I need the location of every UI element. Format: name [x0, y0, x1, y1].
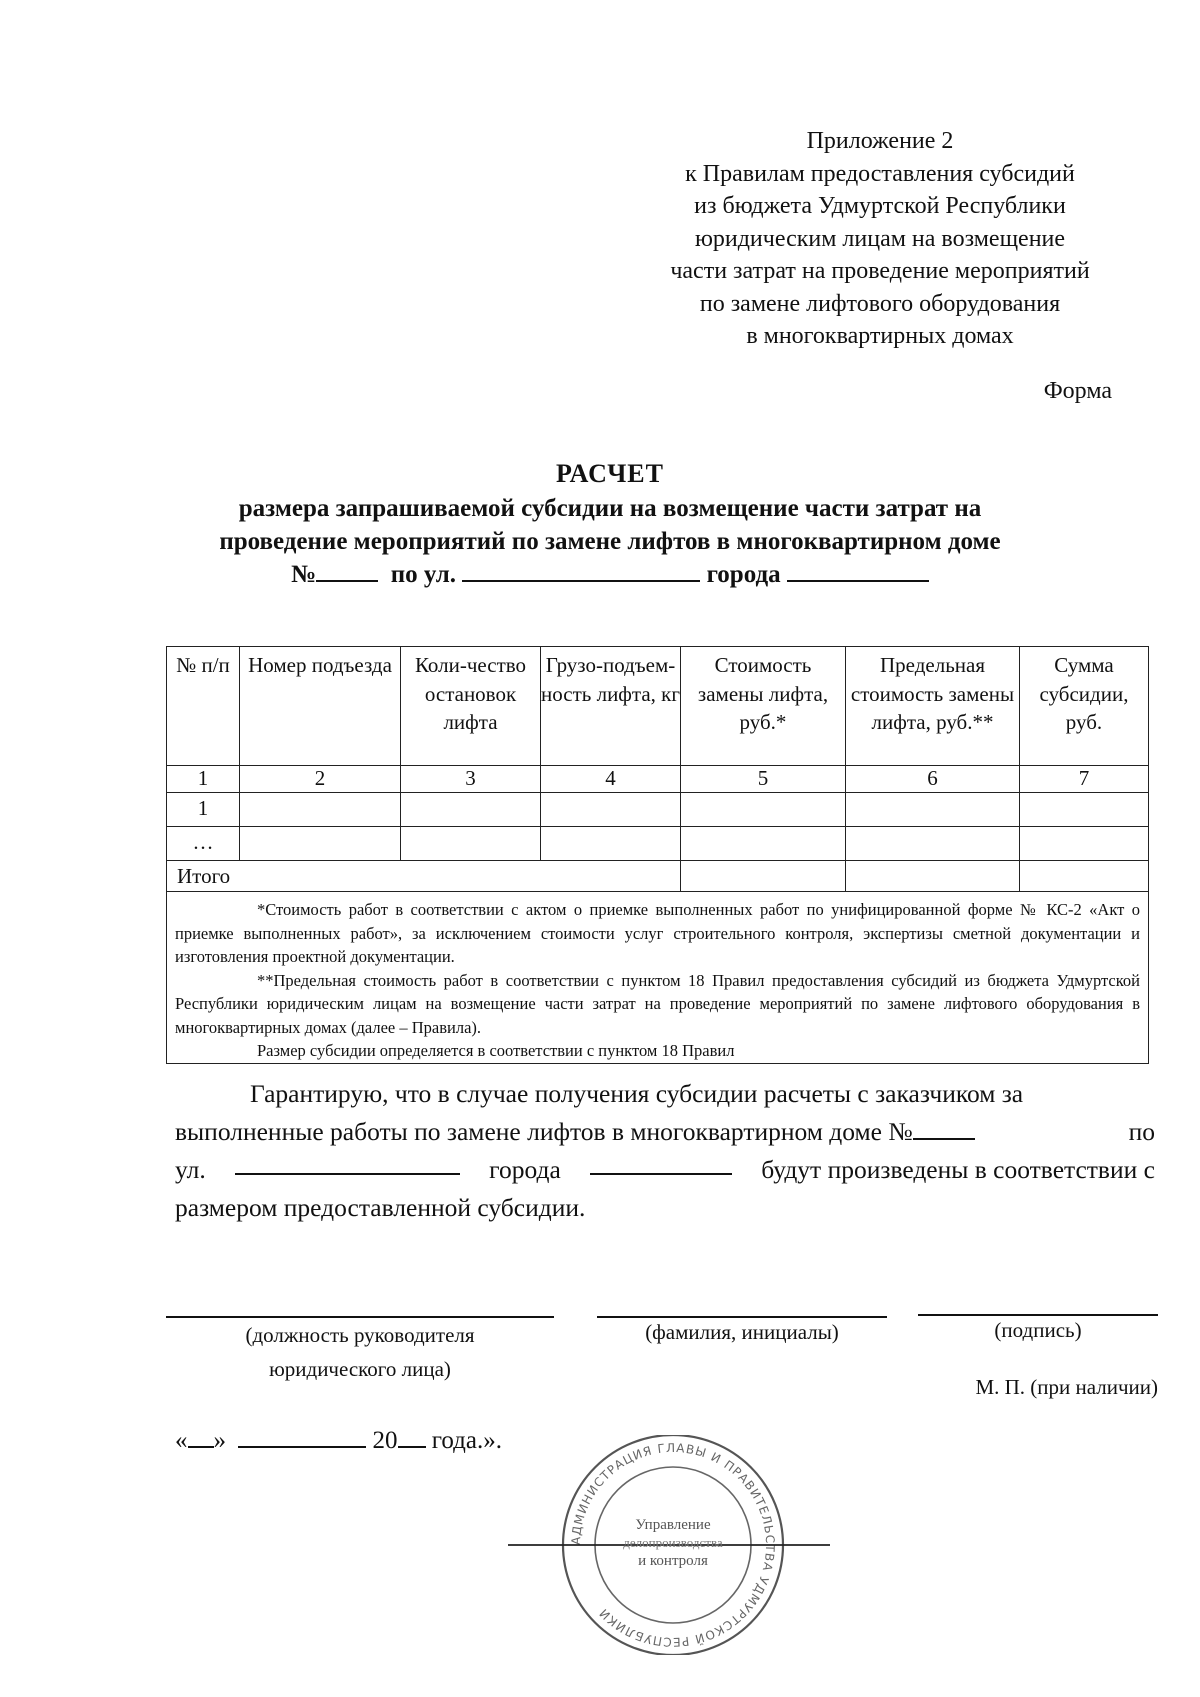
header-cell: Предельная стоимость замены лифта, руб.**	[846, 647, 1020, 766]
year-blank	[398, 1424, 426, 1448]
column-number: 5	[681, 766, 846, 793]
footnotes-cell	[167, 892, 1149, 1064]
table-cell	[1020, 827, 1149, 861]
column-number: 6	[846, 766, 1020, 793]
appendix-header	[600, 125, 1160, 353]
appendix-line: юридическим лицам на возмещение	[694, 225, 1066, 252]
column-number: 3	[401, 766, 541, 793]
stamp-center-line-2: делопроизводства	[623, 1535, 723, 1550]
year-prefix: 20	[372, 1427, 398, 1454]
guarantee-text-part: выполненные работы по замене лифтов в многоквартирном доме №	[175, 1117, 913, 1146]
table-cell	[541, 827, 681, 861]
street-blank	[462, 558, 700, 582]
total-label: Итого	[167, 861, 681, 892]
table-cell	[681, 827, 846, 861]
guarantee-text: будут произведены в соответствии с	[761, 1155, 1155, 1184]
position-caption-line: (должность руководителя	[245, 1323, 475, 1347]
table-cell: …	[167, 827, 240, 861]
table-cell	[240, 793, 401, 827]
official-stamp	[508, 1435, 838, 1655]
header-cell: Грузо-подъем-ность лифта, кг	[541, 647, 681, 766]
seal-caption: М. П. (при наличии)	[975, 1375, 1158, 1399]
header-cell: Стоимость замены лифта, руб.*	[681, 647, 846, 766]
total-row	[167, 861, 1149, 892]
footnote-2: **Предельная стоимость работ в соответствии с пунктом 18 Правил предоставления субсидий из бюджета Удмуртской Республики юридическим лицам на возмещение части затрат на проведение мероприятий по замене лифтового оборудования в многоквартирных домах (далее – Правила).	[175, 970, 1140, 1037]
stamp-ring-textpath: АДМИНИСТРАЦИЯ ГЛАВЫ И ПРАВИТЕЛЬСТВА УДМУРТСКОЙ РЕСПУБЛИКИ	[568, 1440, 778, 1650]
name-caption: (фамилия, инициалы)	[645, 1320, 839, 1344]
house-number-blank	[316, 558, 378, 582]
guarantee-line-4	[175, 1189, 1155, 1227]
day-blank	[188, 1424, 214, 1448]
date-quote-close: »	[213, 1427, 226, 1454]
title-main: РАСЧЕТ	[556, 459, 664, 488]
document-title	[140, 457, 1080, 591]
table-row	[167, 827, 1149, 861]
guarantee-text: ул.	[175, 1155, 206, 1184]
appendix-line: Приложение 2	[806, 128, 954, 154]
signature-caption: (подпись)	[994, 1318, 1082, 1342]
header-cell: № п/п	[167, 647, 240, 766]
header-cell: Коли-чество остановок лифта	[401, 647, 541, 766]
year-suffix: года.».	[431, 1427, 502, 1454]
footnote-1: *Стоимость работ в соответствии с актом о приемке выполненных работ по унифицированной форме № КС-2 «Акт о приемке выполненных работ», за исключением стоимости услуг строительного контроля, экспертизы сметной документации и изготовления проектной документации.	[175, 900, 1140, 966]
table-cell	[240, 827, 401, 861]
column-number: 4	[541, 766, 681, 793]
title-line-2: проведение мероприятий по замене лифтов в многоквартирном доме	[219, 528, 1001, 555]
column-number: 1	[167, 766, 240, 793]
city-blank	[787, 558, 929, 582]
column-number: 2	[240, 766, 401, 793]
column-number: 7	[1020, 766, 1149, 793]
footnote-3: Размер субсидии определяется в соответствии с пунктом 18 Правил	[257, 1041, 735, 1060]
month-blank	[238, 1424, 366, 1448]
title-line-1: размера запрашиваемой субсидии на возмещение части затрат на	[238, 495, 982, 522]
table-row	[167, 793, 1149, 827]
stamp-center-line-3: и контроля	[638, 1553, 708, 1569]
table-cell	[681, 793, 846, 827]
table-cell	[541, 793, 681, 827]
appendix-line: из бюджета Удмуртской Республики	[694, 193, 1066, 219]
table-cell	[401, 827, 541, 861]
table-cell	[401, 793, 541, 827]
guarantee-text: Гарантирую, что в случае получения субсидии расчеты с заказчиком за	[250, 1079, 1024, 1108]
appendix-line: части затрат на проведение мероприятий	[670, 258, 1090, 284]
house-number-blank	[913, 1116, 975, 1140]
city-blank	[590, 1151, 732, 1175]
table-cell	[1020, 793, 1149, 827]
table-cell: 1	[167, 793, 240, 827]
table-header-row	[167, 647, 1149, 766]
table-cell	[846, 827, 1020, 861]
guarantee-line-2	[175, 1113, 1155, 1151]
stamp-center-line-1: Управление	[635, 1517, 711, 1533]
calculation-table	[166, 646, 1149, 1064]
appendix-line: к Правилам предоставления субсидий	[685, 160, 1075, 187]
title-no: №	[291, 561, 317, 588]
guarantee-text	[175, 1113, 975, 1151]
position-caption-line: юридического лица)	[269, 1357, 451, 1381]
title-line-3	[140, 558, 1080, 591]
table-cell	[681, 861, 846, 892]
footnotes-row	[167, 892, 1149, 1064]
guarantee-text: по	[1128, 1117, 1155, 1146]
position-caption	[166, 1318, 554, 1386]
guarantee-line-3	[175, 1151, 1155, 1189]
title-street: по ул.	[390, 561, 457, 588]
street-blank	[235, 1151, 460, 1175]
table-cell	[846, 861, 1020, 892]
guarantee-text: размером предоставленной субсидии.	[175, 1193, 586, 1222]
form-label: Форма	[1043, 378, 1112, 404]
title-city: города	[706, 561, 781, 588]
guarantee-text: города	[489, 1155, 561, 1184]
table-cell	[846, 793, 1020, 827]
guarantee-paragraph	[175, 1075, 1155, 1227]
date-quote-open: «	[175, 1427, 188, 1454]
appendix-line: в многоквартирных домах	[746, 323, 1014, 349]
column-number-row	[167, 766, 1149, 793]
header-cell: Сумма субсидии, руб.	[1020, 647, 1149, 766]
appendix-line: по замене лифтового оборудования	[699, 290, 1061, 317]
date-line	[175, 1424, 502, 1455]
header-cell: Номер подъезда	[240, 647, 401, 766]
guarantee-line-1	[175, 1075, 1155, 1113]
table-cell	[1020, 861, 1149, 892]
